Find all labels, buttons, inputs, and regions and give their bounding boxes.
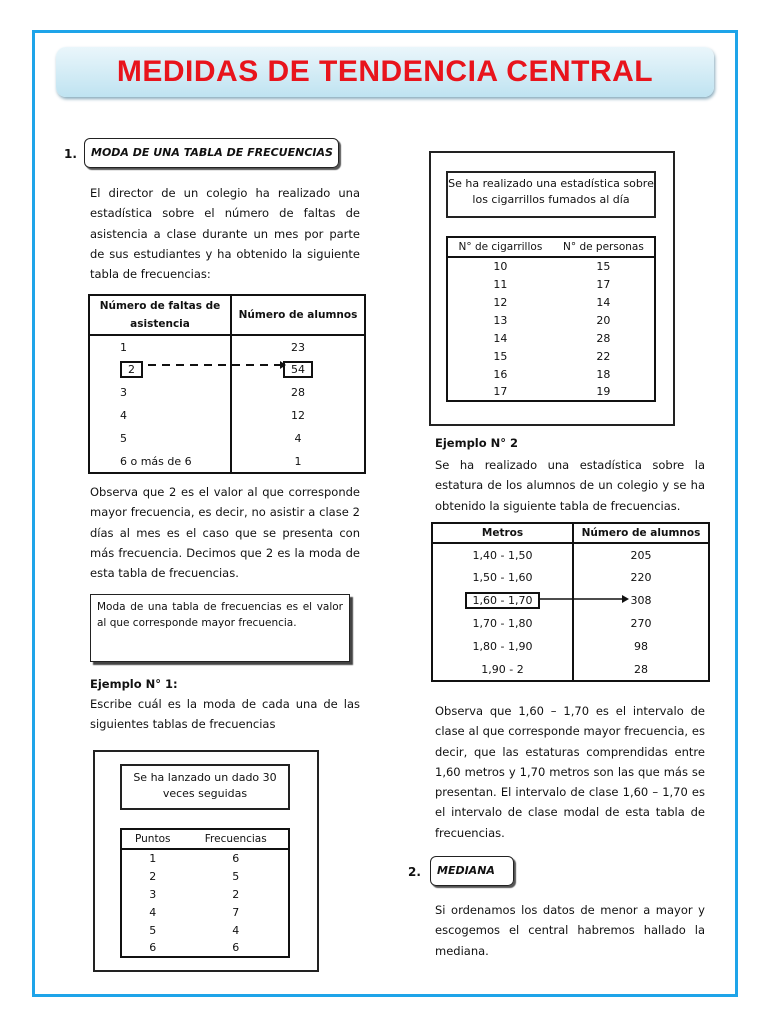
intro-paragraph: El director de un colegio ha realizado una estadística sobre el número de faltas de asistencia a clase durante un mes por parte de sus estudiantes y ha obtenido la siguiente tabla de frecuencias: [90, 186, 360, 282]
table-cell: 2 [232, 887, 240, 901]
table-cell: 3 [120, 386, 127, 399]
section-heading: MEDIANA [430, 856, 514, 886]
col-header: N° de personas [553, 237, 655, 257]
dice-exercise-box [93, 750, 319, 972]
table-row [89, 335, 365, 358]
observation-paragraph: Observa que 2 es el valor al que corresponde mayor frecuencia, es decir, no asistir a clase 2 días al mes es el caso que se presenta con más frecuencia. Decimos que 2 es la moda de esta tabla de frecuencias. [90, 485, 360, 581]
table-row [447, 383, 655, 401]
section-number: 1. [64, 147, 77, 161]
table-row [447, 275, 655, 293]
table-cell: 4 [149, 905, 157, 919]
table-cell: 5 [149, 923, 157, 937]
col-header: N° de cigarrillos [447, 237, 553, 257]
median-paragraph: Si ordenamos los datos de menor a mayor y escogemos el central habremos hallado la mediana. [435, 903, 705, 958]
absences-table [88, 294, 366, 474]
table-cell: 308 [630, 594, 652, 607]
table-row [121, 849, 289, 867]
table-cell: 4 [232, 923, 240, 937]
table-cell: 6 [232, 852, 240, 865]
example-2-title: Ejemplo N° 2 [435, 436, 519, 450]
table-cell: 1,70 - 1,80 [472, 617, 533, 630]
table-cell: 28 [291, 386, 305, 399]
cigarettes-table [446, 236, 656, 402]
example-1-text: Escribe cuál es la moda de cada una de las siguientes tablas de frecuencias [90, 697, 360, 732]
table-cell: 4 [294, 432, 302, 445]
col-header: Metros [432, 523, 573, 543]
table-cell: 6 o más de 6 [120, 454, 192, 468]
table-cell: 1 [149, 852, 157, 865]
table-row [447, 257, 655, 275]
table-cell: 5 [120, 432, 127, 445]
table-cell: 1 [294, 454, 302, 468]
page-title: MEDIDAS DE TENDENCIA CENTRAL [56, 47, 714, 97]
arrow [538, 593, 630, 605]
table-cell: 10 [493, 260, 508, 273]
table-cell: 23 [291, 340, 305, 354]
table-cell: 18 [596, 367, 611, 381]
table-cell: 16 [493, 367, 508, 381]
table-cell: 7 [232, 905, 240, 919]
table-cell: 28 [634, 662, 648, 676]
section-heading: MODA DE UNA TABLA DE FRECUENCIAS [84, 138, 339, 168]
table-cell: 5 [232, 869, 240, 883]
table-cell: 4 [120, 409, 127, 422]
cigarettes-exercise-box [429, 151, 675, 426]
table-row [121, 921, 289, 939]
cigarettes-caption: Se ha realizado una estadística sobre los cigarrillos fumados al día [446, 171, 656, 218]
table-row [89, 427, 365, 450]
table-cell: 270 [630, 617, 652, 630]
example-2-text: Se ha realizado una estadística sobre la estatura de los alumnos de un colegio y se ha obtenido la siguiente tabla de frecuencias. [435, 458, 705, 513]
table-cell: 1 [120, 340, 127, 354]
table-row [447, 293, 655, 311]
table-row [89, 381, 365, 404]
table-row [447, 311, 655, 329]
col-header: Número de faltas de asistencia [89, 295, 231, 335]
col-header: Número de alumnos [231, 295, 365, 335]
table-cell: 22 [596, 349, 611, 363]
table-row [432, 612, 709, 635]
table-cell: 11 [493, 277, 508, 291]
table-cell: 14 [493, 331, 508, 345]
dice-table [120, 828, 290, 958]
table-cell: 1,50 - 1,60 [472, 571, 533, 584]
table-cell: 12 [493, 295, 508, 309]
table-cell: 2 [149, 869, 157, 883]
table-cell: 20 [596, 313, 611, 327]
table-cell: 13 [493, 313, 508, 327]
col-header: Puntos [121, 829, 183, 849]
table-row [89, 404, 365, 427]
table-cell: 12 [291, 409, 305, 422]
table-cell: 54 [283, 361, 313, 378]
col-header: Frecuencias [183, 829, 289, 849]
table-cell: 15 [493, 349, 508, 363]
table-row [447, 329, 655, 347]
dice-caption: Se ha lanzado un dado 30 veces seguidas [120, 764, 290, 810]
table-row [89, 450, 365, 473]
table-cell: 3 [149, 887, 157, 901]
table-cell: 19 [596, 385, 611, 398]
table-cell: 6 [149, 941, 157, 954]
table-cell: 15 [596, 260, 611, 273]
table-row [121, 885, 289, 903]
table-row [432, 543, 709, 566]
dashed-arrow [148, 358, 288, 372]
table-cell: 14 [596, 295, 611, 309]
observation-2-paragraph: Observa que 1,60 – 1,70 es el intervalo de clase al que corresponde mayor frecuencia, es decir, que las estaturas comprendidas entre 1,60 metros y 1,70 metros son las que más se presentan. El intervalo de clase 1,60 – 1,70 es el intervalo de clase modal de esta tabla de frecuencias. [435, 704, 705, 840]
definition-box: Moda de una tabla de frecuencias es el valor al que corresponde mayor frecuencia. [90, 594, 350, 662]
table-row [447, 347, 655, 365]
col-header: Número de alumnos [573, 523, 709, 543]
table-cell: 1,80 - 1,90 [472, 640, 533, 653]
table-row [432, 635, 709, 658]
table-cell: 17 [596, 277, 611, 291]
table-cell: 220 [630, 571, 652, 584]
table-cell: 28 [596, 331, 611, 345]
table-cell: 6 [232, 941, 240, 954]
example-1-title: Ejemplo N° 1: [90, 677, 178, 691]
table-row [432, 658, 709, 681]
table-row [121, 903, 289, 921]
table-cell: 17 [493, 385, 508, 398]
section-number: 2. [408, 865, 421, 879]
table-row [447, 365, 655, 383]
table-cell: 2 [120, 361, 143, 378]
table-row [432, 566, 709, 589]
table-cell: 1,90 - 2 [481, 662, 524, 676]
table-row [121, 939, 289, 957]
table-cell: 205 [630, 548, 652, 562]
table-row [121, 867, 289, 885]
table-cell: 1,40 - 1,50 [472, 548, 533, 562]
table-cell: 98 [634, 640, 648, 653]
table-cell: 1,60 - 1,70 [465, 592, 541, 609]
